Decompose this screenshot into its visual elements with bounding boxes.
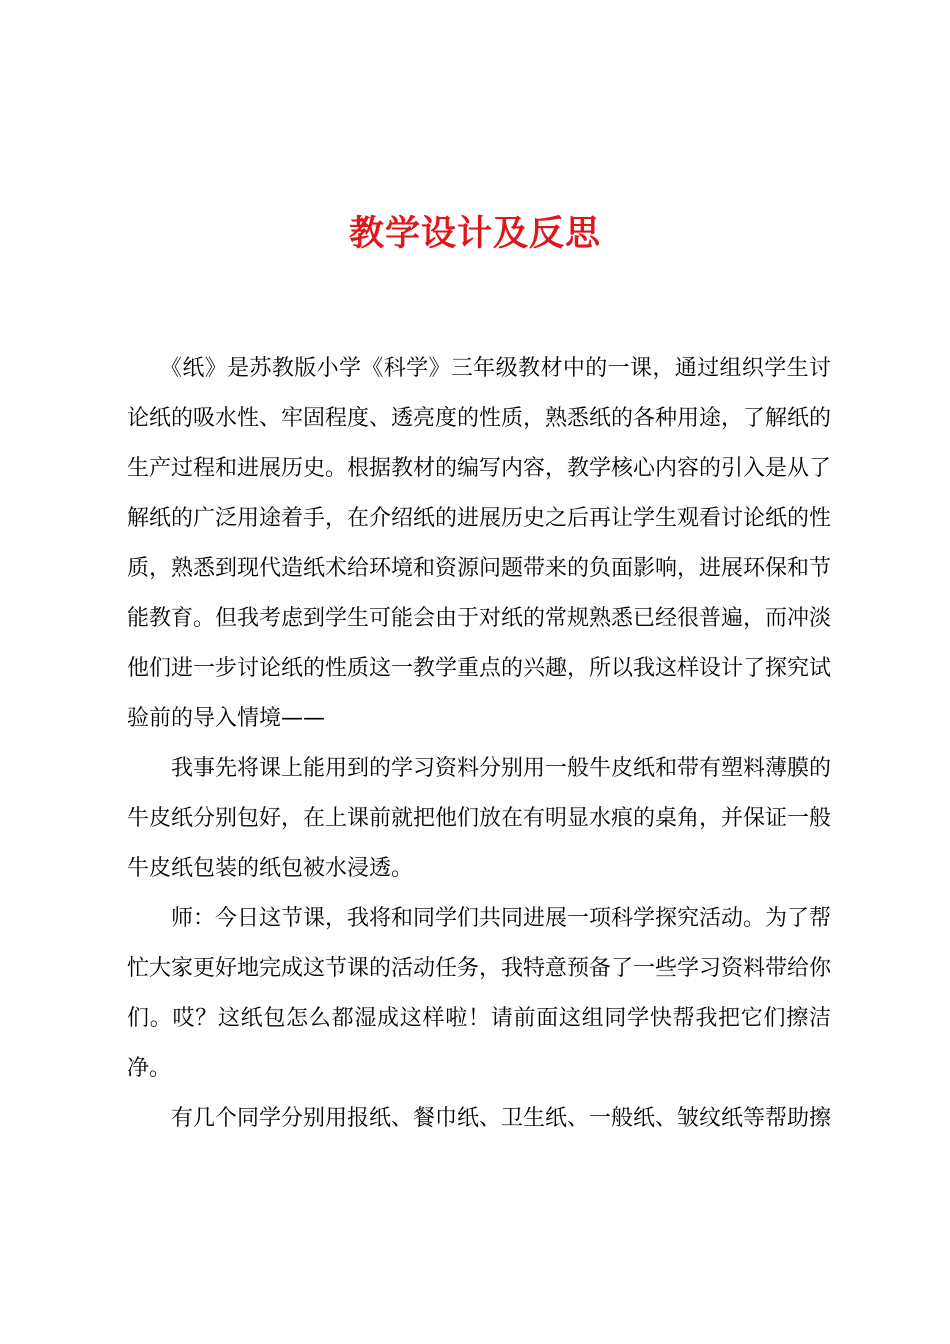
paragraph-teacher-dialogue: 师：今日这节课，我将和同学们共同进展一项科学探究活动。为了帮忙大家更好地完成这节课的活动任务，我特意预备了一些学习资料带给你们。哎？这纸包怎么都湿成这样啦！请前面这组同学快帮我把它们擦洁净。: [127, 906, 832, 1081]
paragraph-intro: 《纸》是苏教版小学《科学》三年级教材中的一课，通过组织学生讨论纸的吸水性、牢固程度、透亮度的性质，熟悉纸的各种用途，了解纸的生产过程和进展历史。根据教材的编写内容，教学核心内容的引入是从了解纸的广泛用途着手，在介绍纸的进展历史之后再让学生观看讨论纸的性质，熟悉到现代造纸术给环境和资源问题带来的负面影响，进展环保和节能教育。但我考虑到学生可能会由于对纸的常规熟悉已经很普遍，而冲淡他们进一步讨论纸的性质这一教学重点的兴趣，所以我这样设计了探究试验前的导入情境——: [127, 356, 832, 731]
document-title: 教学设计及反思: [348, 213, 601, 254]
paragraph-preparation: 我事先将课上能用到的学习资料分别用一般牛皮纸和带有塑料薄膜的牛皮纸分别包好，在上课前就把他们放在有明显水痕的桌角，并保证一般牛皮纸包装的纸包被水浸透。: [127, 756, 832, 881]
paragraph-students-wipe: 有几个同学分别用报纸、餐巾纸、卫生纸、一般纸、皱纹纸等帮助擦: [171, 1106, 832, 1131]
document-body: [127, 344, 831, 1144]
